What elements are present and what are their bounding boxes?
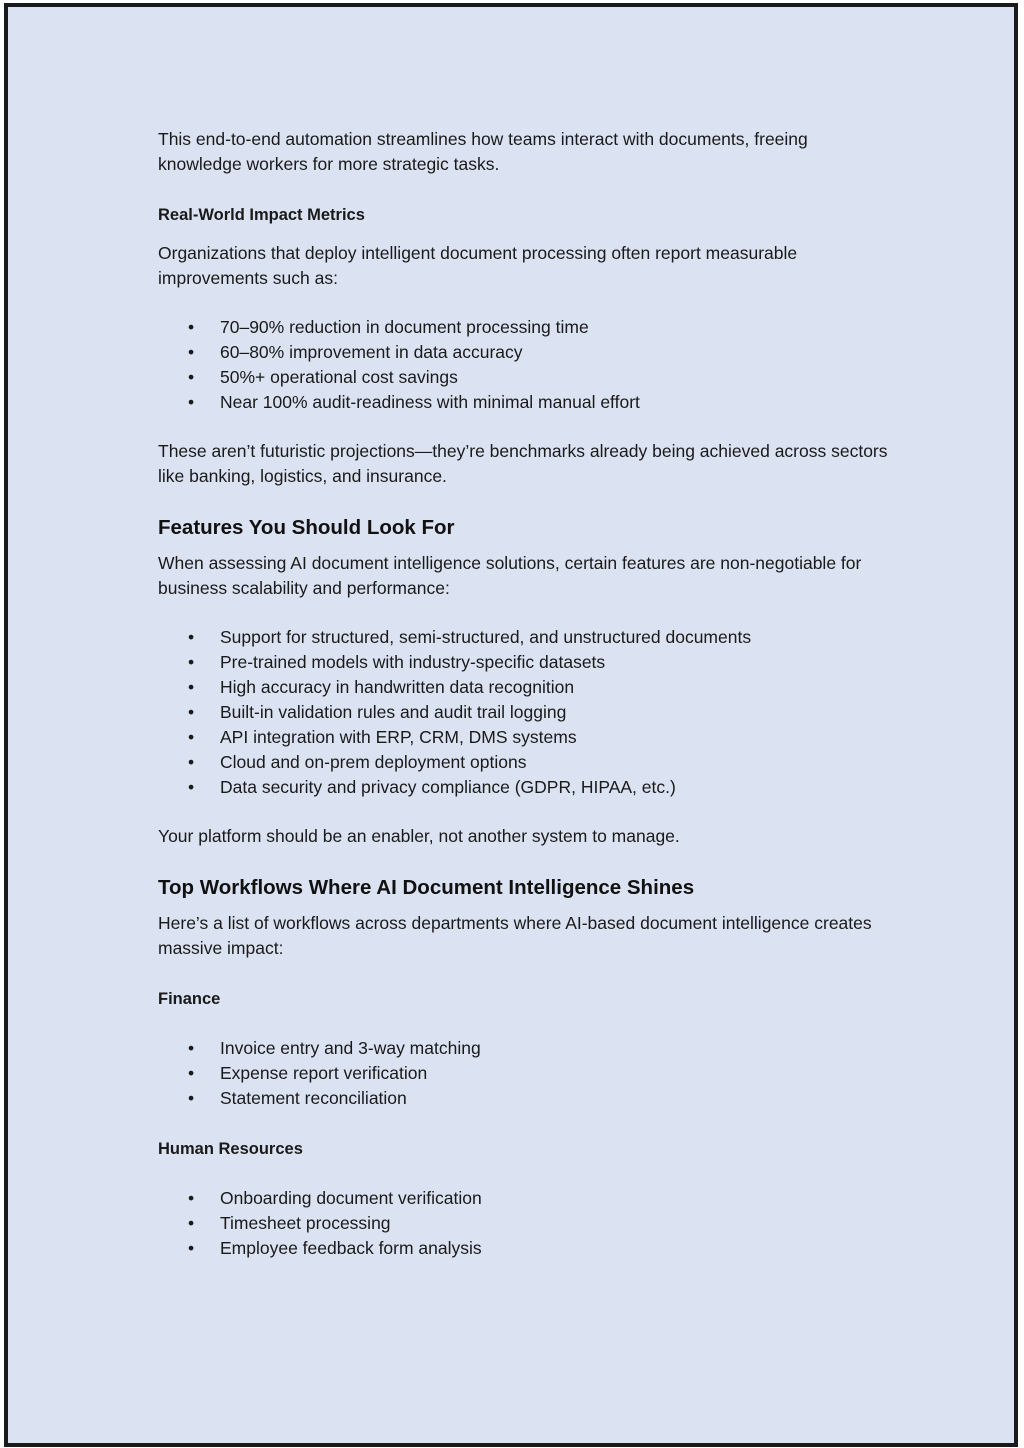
list-item: • 50%+ operational cost savings <box>158 365 888 390</box>
list-item: • 70–90% reduction in document processing time <box>158 315 888 340</box>
list-item: • Employee feedback form analysis <box>158 1236 888 1261</box>
features-list <box>158 625 888 800</box>
hr-heading: Human Resources <box>158 1140 303 1158</box>
impact-lead: Organizations that deploy intelligent document processing often report measurable improvements such as: <box>158 243 798 288</box>
impact-list <box>158 315 888 415</box>
list-item: • High accuracy in handwritten data recognition <box>158 675 888 700</box>
list-item: • Timesheet processing <box>158 1211 888 1236</box>
list-item: • Pre-trained models with industry-specific datasets <box>158 650 888 675</box>
workflows-lead: Here’s a list of workflows across departments where AI-based document intelligence creates massive impact: <box>158 913 872 958</box>
hr-list <box>158 1186 888 1261</box>
list-item: • Built-in validation rules and audit trail logging <box>158 700 888 725</box>
list-item: • Cloud and on-prem deployment options <box>158 750 888 775</box>
page-content <box>158 127 888 1261</box>
list-item: • API integration with ERP, CRM, DMS systems <box>158 725 888 750</box>
impact-heading: Real-World Impact Metrics <box>158 206 365 224</box>
finance-list <box>158 1036 888 1111</box>
list-item: • Statement reconciliation <box>158 1086 888 1111</box>
features-closing: Your platform should be an enabler, not another system to manage. <box>158 826 680 846</box>
list-item: • Near 100% audit-readiness with minimal manual effort <box>158 390 888 415</box>
list-item: • Data security and privacy compliance (GDPR, HIPAA, etc.) <box>158 775 888 800</box>
list-item: • Invoice entry and 3-way matching <box>158 1036 888 1061</box>
features-lead: When assessing AI document intelligence solutions, certain features are non-negotiable for business scalability and performance: <box>158 553 862 598</box>
list-item: • Support for structured, semi-structured, and unstructured documents <box>158 625 888 650</box>
workflows-title: Top Workflows Where AI Document Intelligence Shines <box>158 876 695 899</box>
features-title: Features You Should Look For <box>158 516 455 539</box>
finance-heading: Finance <box>158 990 221 1008</box>
list-item: • Expense report verification <box>158 1061 888 1086</box>
list-item: • Onboarding document verification <box>158 1186 888 1211</box>
document-page <box>4 3 1018 1447</box>
list-item: • 60–80% improvement in data accuracy <box>158 340 888 365</box>
intro-paragraph: This end-to-end automation streamlines how teams interact with documents, freeing knowledge workers for more strategic tasks. <box>158 129 808 174</box>
impact-closing: These aren’t futuristic projections—they’re benchmarks already being achieved across sectors like banking, logistics, and insurance. <box>158 441 888 486</box>
